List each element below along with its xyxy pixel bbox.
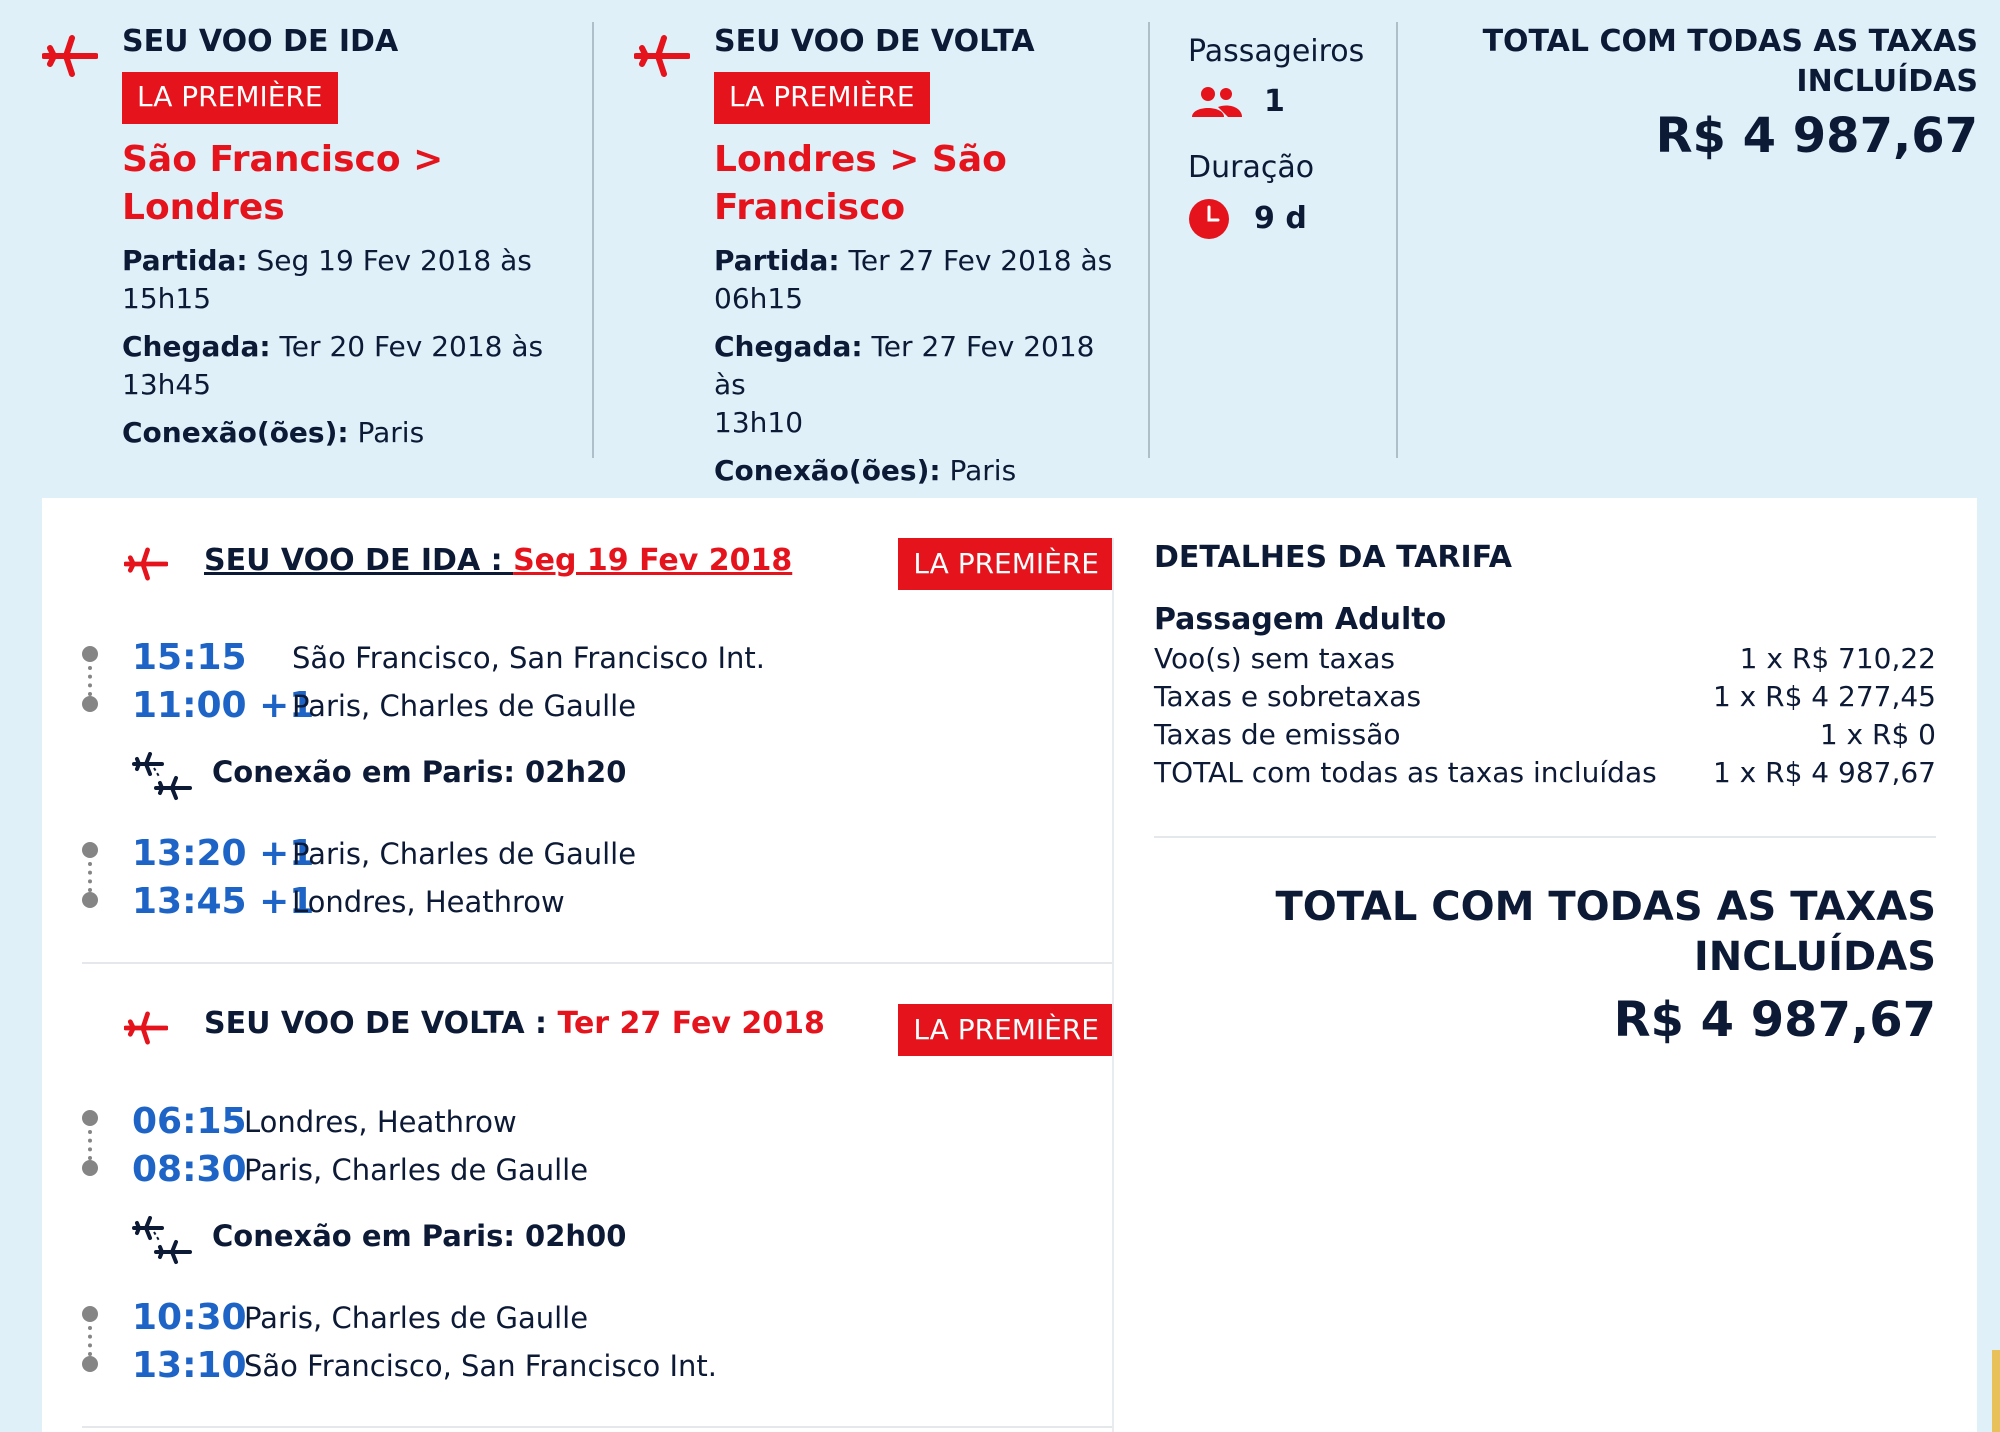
passengers-label: Passageiros (1188, 34, 1365, 69)
outbound-cabin-badge: LA PREMIÈRE (122, 72, 338, 124)
departure-place: Paris, Charles de Gaulle (244, 1301, 589, 1335)
return-leg-1 (82, 1100, 1082, 1200)
fare-row: Taxas de emissão 1 x R$ 0 (1154, 718, 1936, 751)
timeline-dot (82, 1160, 98, 1176)
arrival-time: 08:30 (132, 1149, 247, 1190)
scrollbar-edge[interactable] (1992, 1350, 2000, 1432)
timeline-dot (82, 1110, 98, 1126)
outbound-departure: Partida: Seg 19 Fev 2018 às 15h15 (122, 244, 532, 315)
duration-label: Duração (1188, 150, 1315, 185)
connection-icon (132, 1216, 192, 1266)
fare-total-price: R$ 4 987,67 (1613, 992, 1936, 1048)
outbound-title: SEU VOO DE IDA (122, 24, 399, 59)
flight-details-card (42, 498, 1977, 1432)
fare-row: Voo(s) sem taxas 1 x R$ 710,22 (1154, 642, 1936, 675)
outbound-connection: Conexão em Paris: 02h20 (132, 752, 192, 802)
outbound-route: São Francisco > Londres (122, 139, 444, 228)
arrival-time: 13:45 +1 (132, 881, 315, 922)
plane-icon (634, 34, 690, 78)
timeline-line (88, 1326, 92, 1356)
return-arrival: Chegada: Ter 27 Fev 2018 às 13h10 (714, 330, 1095, 439)
section-divider (1154, 836, 1936, 838)
departure-time: 10:30 (132, 1297, 247, 1338)
departure-place: São Francisco, San Francisco Int. (292, 641, 765, 675)
users-icon (1188, 85, 1244, 119)
return-route: Londres > São Francisco (714, 139, 1007, 228)
outbound-itinerary-title: SEU VOO DE IDA : Seg 19 Fev 2018 (204, 543, 793, 578)
departure-place: Londres, Heathrow (244, 1105, 517, 1139)
return-cabin-badge: LA PREMIÈRE (714, 72, 930, 124)
section-divider (82, 1426, 1114, 1428)
clock-icon (1188, 198, 1230, 240)
timeline-line (88, 666, 92, 696)
fare-row: TOTAL com todas as taxas incluídas 1 x R$ 4 987,67 (1154, 756, 1936, 789)
outbound-arrival: Chegada: Ter 20 Fev 2018 às 13h45 (122, 330, 544, 401)
column-divider (1112, 538, 1114, 1432)
fare-title: DETALHES DA TARIFA (1154, 540, 1512, 575)
outbound-connections: Conexão(ões): Paris (122, 416, 425, 449)
return-connections: Conexão(ões): Paris (714, 454, 1017, 487)
return-summary (714, 22, 1134, 490)
duration (1188, 198, 1388, 240)
total-price: R$ 4 987,67 (1655, 108, 1978, 164)
arrival-place: Londres, Heathrow (292, 885, 565, 919)
timeline-dot (82, 842, 98, 858)
fare-row: Taxas e sobretaxas 1 x R$ 4 277,45 (1154, 680, 1936, 713)
return-title: SEU VOO DE VOLTA (714, 24, 1035, 59)
arrival-place: Paris, Charles de Gaulle (244, 1153, 589, 1187)
return-itinerary (82, 964, 1114, 1432)
summary-total (1420, 22, 1978, 166)
connection-icon (132, 752, 192, 802)
divider (1396, 22, 1398, 458)
outbound-summary (122, 22, 592, 452)
timeline-dot (82, 1356, 98, 1372)
departure-time: 15:15 (132, 637, 247, 678)
arrival-place: Paris, Charles de Gaulle (292, 689, 637, 723)
divider (592, 22, 594, 458)
fare-total-label: TOTAL COM TODAS AS TAXAS INCLUÍDAS (1275, 884, 1936, 980)
return-itinerary-title: SEU VOO DE VOLTA : Ter 27 Fev 2018 (204, 1006, 825, 1041)
outbound-leg-1 (82, 636, 1082, 736)
arrival-time: 11:00 +1 (132, 685, 315, 726)
departure-place: Paris, Charles de Gaulle (292, 837, 637, 871)
return-departure: Partida: Ter 27 Fev 2018 às 06h15 (714, 244, 1113, 315)
return-connection: Conexão em Paris: 02h00 (132, 1216, 192, 1266)
outbound-leg-2 (82, 832, 1082, 932)
timeline-dot (82, 696, 98, 712)
total-label: TOTAL COM TODAS AS TAXAS INCLUÍDAS (1482, 24, 1978, 99)
booking-summary (0, 0, 2000, 497)
duration-value: 9 d (1254, 201, 1307, 236)
plane-icon (42, 34, 98, 78)
divider (1148, 22, 1150, 458)
timeline-dot (82, 892, 98, 908)
trip-info (1188, 32, 1388, 240)
passengers-value: 1 (1264, 84, 1285, 119)
departure-time: 13:20 +1 (132, 833, 315, 874)
fare-subtitle: Passagem Adulto (1154, 602, 1447, 637)
departure-time: 06:15 (132, 1101, 247, 1142)
arrival-time: 13:10 (132, 1345, 247, 1386)
passengers-count (1188, 82, 1388, 122)
plane-icon (124, 1010, 168, 1046)
outbound-cabin-badge: LA PREMIÈRE (898, 538, 1114, 590)
fare-details (1154, 538, 1936, 1050)
plane-icon (124, 546, 168, 582)
timeline-line (88, 862, 92, 892)
outbound-itinerary (82, 498, 1114, 968)
arrival-place: São Francisco, San Francisco Int. (244, 1349, 717, 1383)
timeline-dot (82, 1306, 98, 1322)
timeline-dot (82, 646, 98, 662)
return-leg-2 (82, 1296, 1082, 1396)
return-cabin-badge: LA PREMIÈRE (898, 1004, 1114, 1056)
timeline-line (88, 1130, 92, 1160)
